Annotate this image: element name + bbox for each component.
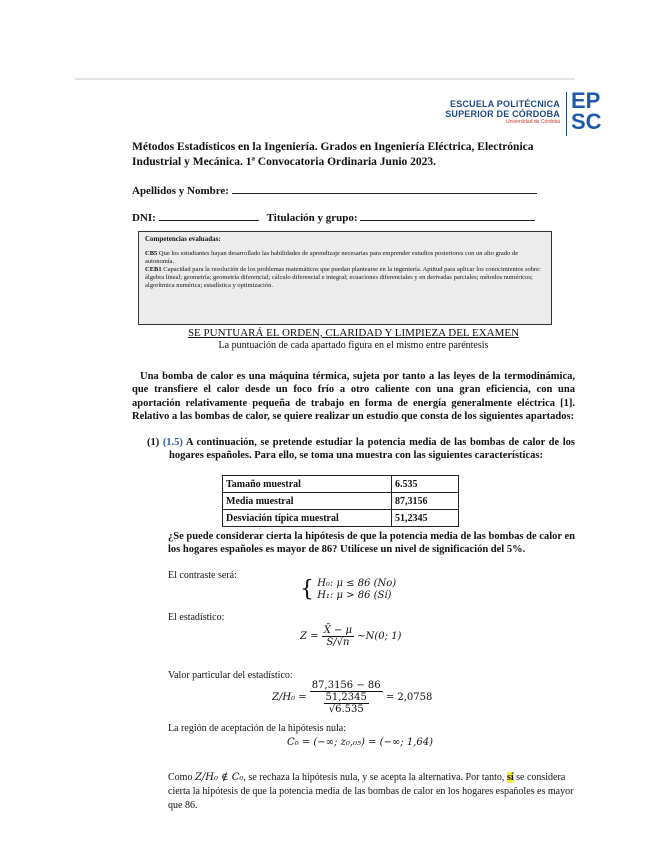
contraste-label: El contraste será: — [168, 570, 237, 581]
epsc-mark — [571, 90, 602, 132]
grading-notice: SE PUNTUARÁ EL ORDEN, CLARIDAD Y LIMPIEZA DEL EXAMEN — [187, 327, 520, 339]
school-logo — [418, 88, 608, 140]
hypotheses — [300, 578, 396, 602]
logo-text — [418, 99, 560, 126]
stats-table — [222, 475, 459, 527]
table-row — [223, 493, 459, 510]
highlighted-si: sí — [506, 772, 514, 783]
exam-title: Métodos Estadísticos en la Ingeniería. Grados en Ingeniería Eléctrica, Electrónica Industrial y Mecánica. 1ª Convocatoria Ordinaria Junio 2023. — [132, 141, 534, 168]
table-cell-label: Desviación típica muestral — [223, 510, 392, 527]
table-cell-value: 51,2345 — [392, 510, 459, 527]
hypothesis-h1: H₁: μ > 86 (Sí) — [317, 590, 392, 601]
table-cell-value: 87,3156 — [392, 493, 459, 510]
competencia-ceb1: CEB1 Capacidad para la resolución de los problemas matemáticos que puedan plantearse en la ingeniería. Aptitud para aplicar los conocimientos sobre: álgebra lineal; geometría; geometría diferencial; cálculo diferencial e integral; ecuaciones diferenciales y en derivadas parciales; métodos numéricos; algorítmica numérica; estadística y optimización. — [145, 266, 541, 289]
competencias-heading: Competencias evaluadas: — [145, 235, 221, 243]
question-text: ¿Se puede considerar cierta la hipótesis de que la potencia media de las bombas de calor en los hogares españoles es mayor de 86? Utilícese un nivel de significación del 5%. — [168, 531, 575, 556]
table-cell-label: Media muestral — [223, 493, 392, 510]
z-value: Z/H₀ = $\frac{87,3156 - 86}{\frac{51,2345}{√6.535}}$ = 2,0758 — [272, 680, 433, 715]
table-row — [223, 476, 459, 493]
table-cell-value: 6.535 — [392, 476, 459, 493]
region-formula: C₀ = (−∞; z₀,₀₅) = (−∞; 1,64) — [287, 737, 433, 748]
item-1 — [147, 436, 575, 463]
titulacion-label: Titulación y grupo: — [266, 212, 358, 224]
competencia-cb5: CB5 Que los estudiantes hayan desarrollado las habilidades de aprendizaje necesarias para emprender estudios posteriores con un alto grado de autonomía. — [145, 250, 519, 265]
logo-line3: Universidad de Córdoba — [506, 119, 560, 125]
estadistico-label: El estadístico: — [168, 612, 225, 623]
brace-icon: { — [300, 577, 314, 602]
logo-mark-bottom: SC — [571, 109, 602, 134]
grading-subnotice: La puntuación de cada apartado figura en el mismo entre paréntesis — [218, 340, 489, 351]
item-text: A continuación, se pretende estudiar la potencia media de las bombas de calor de los hogares españoles. Para ello, se toma una muestra con las siguientes características: — [169, 437, 575, 462]
dni-field — [132, 209, 535, 224]
item-number: (1) — [147, 437, 160, 448]
table-cell-label: Tamaño muestral — [223, 476, 392, 493]
logo-line1: ESCUELA POLITÉCNICA — [450, 99, 560, 109]
conclusion-text: Como Z/H₀ ∉ C₀, se rechaza la hipótesis nula, y se acepta la alternativa. Por tanto, sí se considera cierta la hipótesis de que la potencia media de las bombas de calor en los hogares españoles es mayor que 86. — [168, 772, 574, 811]
apellidos-field — [132, 182, 537, 197]
intro-paragraph: Una bomba de calor es una máquina térmica, sujeta por tanto a las leyes de la termodinámica, que transfiere el calor desde un foco frío a otro caliente con una gran eficiencia, con una aportación relativamente pequeña de trabajo en forma de energía generalmente eléctrica [1]. Relativo a las bombas de calor, se quiere realizar un estudio que consta de los siguientes apartados: — [132, 371, 575, 423]
z-statistic: Z = $\frac{X̄ - \mu}{S/√n}$ ~N(0; 1) — [300, 625, 402, 648]
region-label: La región de aceptación de la hipótesis nula: — [168, 723, 346, 734]
hypothesis-h0: H₀: μ ≤ 86 (No) — [317, 578, 397, 589]
dni-blank[interactable] — [159, 209, 259, 221]
titulacion-blank[interactable] — [360, 209, 535, 221]
logo-line2: SUPERIOR DE CÓRDOBA — [445, 109, 560, 119]
logo-mark-top: EP — [571, 88, 601, 113]
top-rule — [75, 78, 575, 80]
apellidos-label: Apellidos y Nombre: — [132, 185, 229, 197]
table-row — [223, 510, 459, 527]
logo-separator — [566, 92, 567, 136]
competencias-box — [138, 231, 552, 325]
item-points: (1.5) — [162, 437, 183, 448]
valor-label: Valor particular del estadístico: — [168, 670, 293, 681]
dni-label: DNI: — [132, 212, 156, 224]
apellidos-blank[interactable] — [232, 182, 537, 194]
